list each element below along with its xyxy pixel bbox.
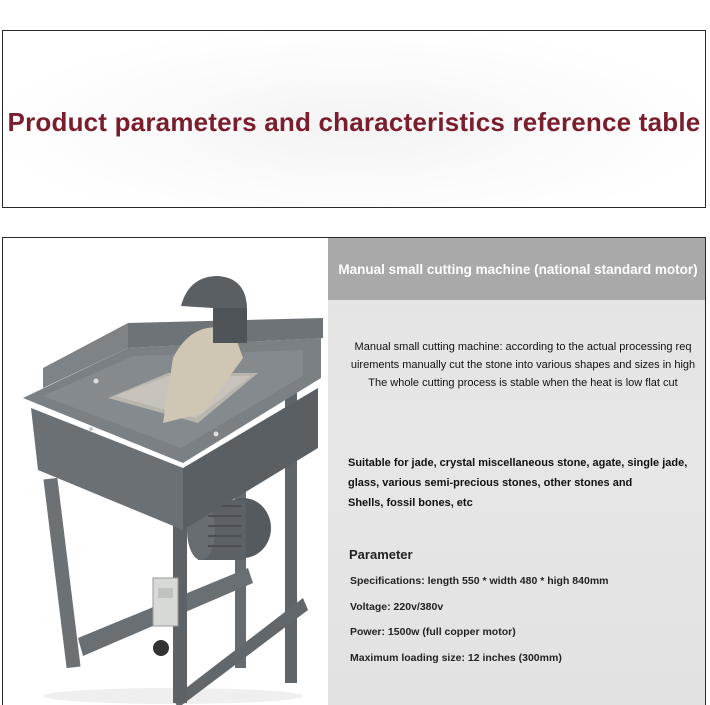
suitable-line: glass, various semi-precious stones, other stones and <box>348 477 633 489</box>
description-line: Manual small cutting machine: according to the actual processing req <box>354 341 692 353</box>
suitable-materials <box>348 453 688 513</box>
description-line: The whole cutting process is stable when the heat is low flat cut <box>368 377 678 389</box>
suitable-line: Shells, fossil bones, etc <box>348 497 473 509</box>
description-line: uirements manually cut the stone into various shapes and sizes in high <box>350 359 696 371</box>
cutting-machine-illustration <box>3 238 328 705</box>
spec-max-size: Maximum loading size: 12 inches (300mm) <box>350 652 562 664</box>
spec-dimensions: Specifications: length 550 * width 480 * high 840mm <box>350 575 609 587</box>
product-description <box>338 338 706 392</box>
spec-voltage: Voltage: 220v/380v <box>350 601 444 613</box>
parameter-title: Parameter <box>349 547 413 562</box>
spec-power: Power: 1500w (full copper motor) <box>350 626 516 638</box>
spec-panel <box>328 238 706 705</box>
cutting-machine-photo <box>3 238 328 705</box>
title-banner <box>2 30 706 208</box>
product-heading: Manual small cutting machine (national standard motor) <box>328 238 706 300</box>
product-panel <box>2 237 706 705</box>
page-title: Product parameters and characteristics reference table <box>7 107 701 137</box>
suitable-line: Suitable for jade, crystal miscellaneous stone, agate, single jade, <box>348 457 688 469</box>
